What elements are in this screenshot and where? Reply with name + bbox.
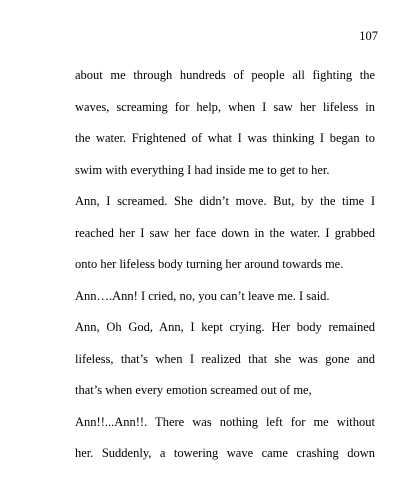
text-line: waves, screaming for help, when I saw her lifeless in [75,99,375,114]
text-line: her. Suddenly, a towering wave came crashing down [75,446,375,460]
body-text [75,60,375,470]
text-line: Ann, Oh God, Ann, I kept crying. Her body remained [75,320,375,334]
text-line: the water. Frightened of what I was thinking I began to [75,131,375,145]
text-line: reached her I saw her face down in the water. I grabbed [75,225,375,240]
text-line: Ann….Ann! I cried, no, you can’t leave me. I said. [75,288,330,303]
text-line: Ann, I screamed. She didn’t move. But, by the time I [75,194,375,208]
text-line: about me through hundreds of people all fighting the [75,68,375,82]
text-line: Ann!!...Ann!!. There was nothing left for me without [75,414,375,429]
text-line: swim with everything I had inside me to get to her. [75,162,330,177]
text-line: lifeless, that’s when I realized that she was gone and [75,351,375,366]
text-line: that’s when every emotion screamed out of me, [75,383,312,397]
text-line: onto her lifeless body turning her around towards me. [75,257,344,271]
page-number: 107 [359,29,378,43]
